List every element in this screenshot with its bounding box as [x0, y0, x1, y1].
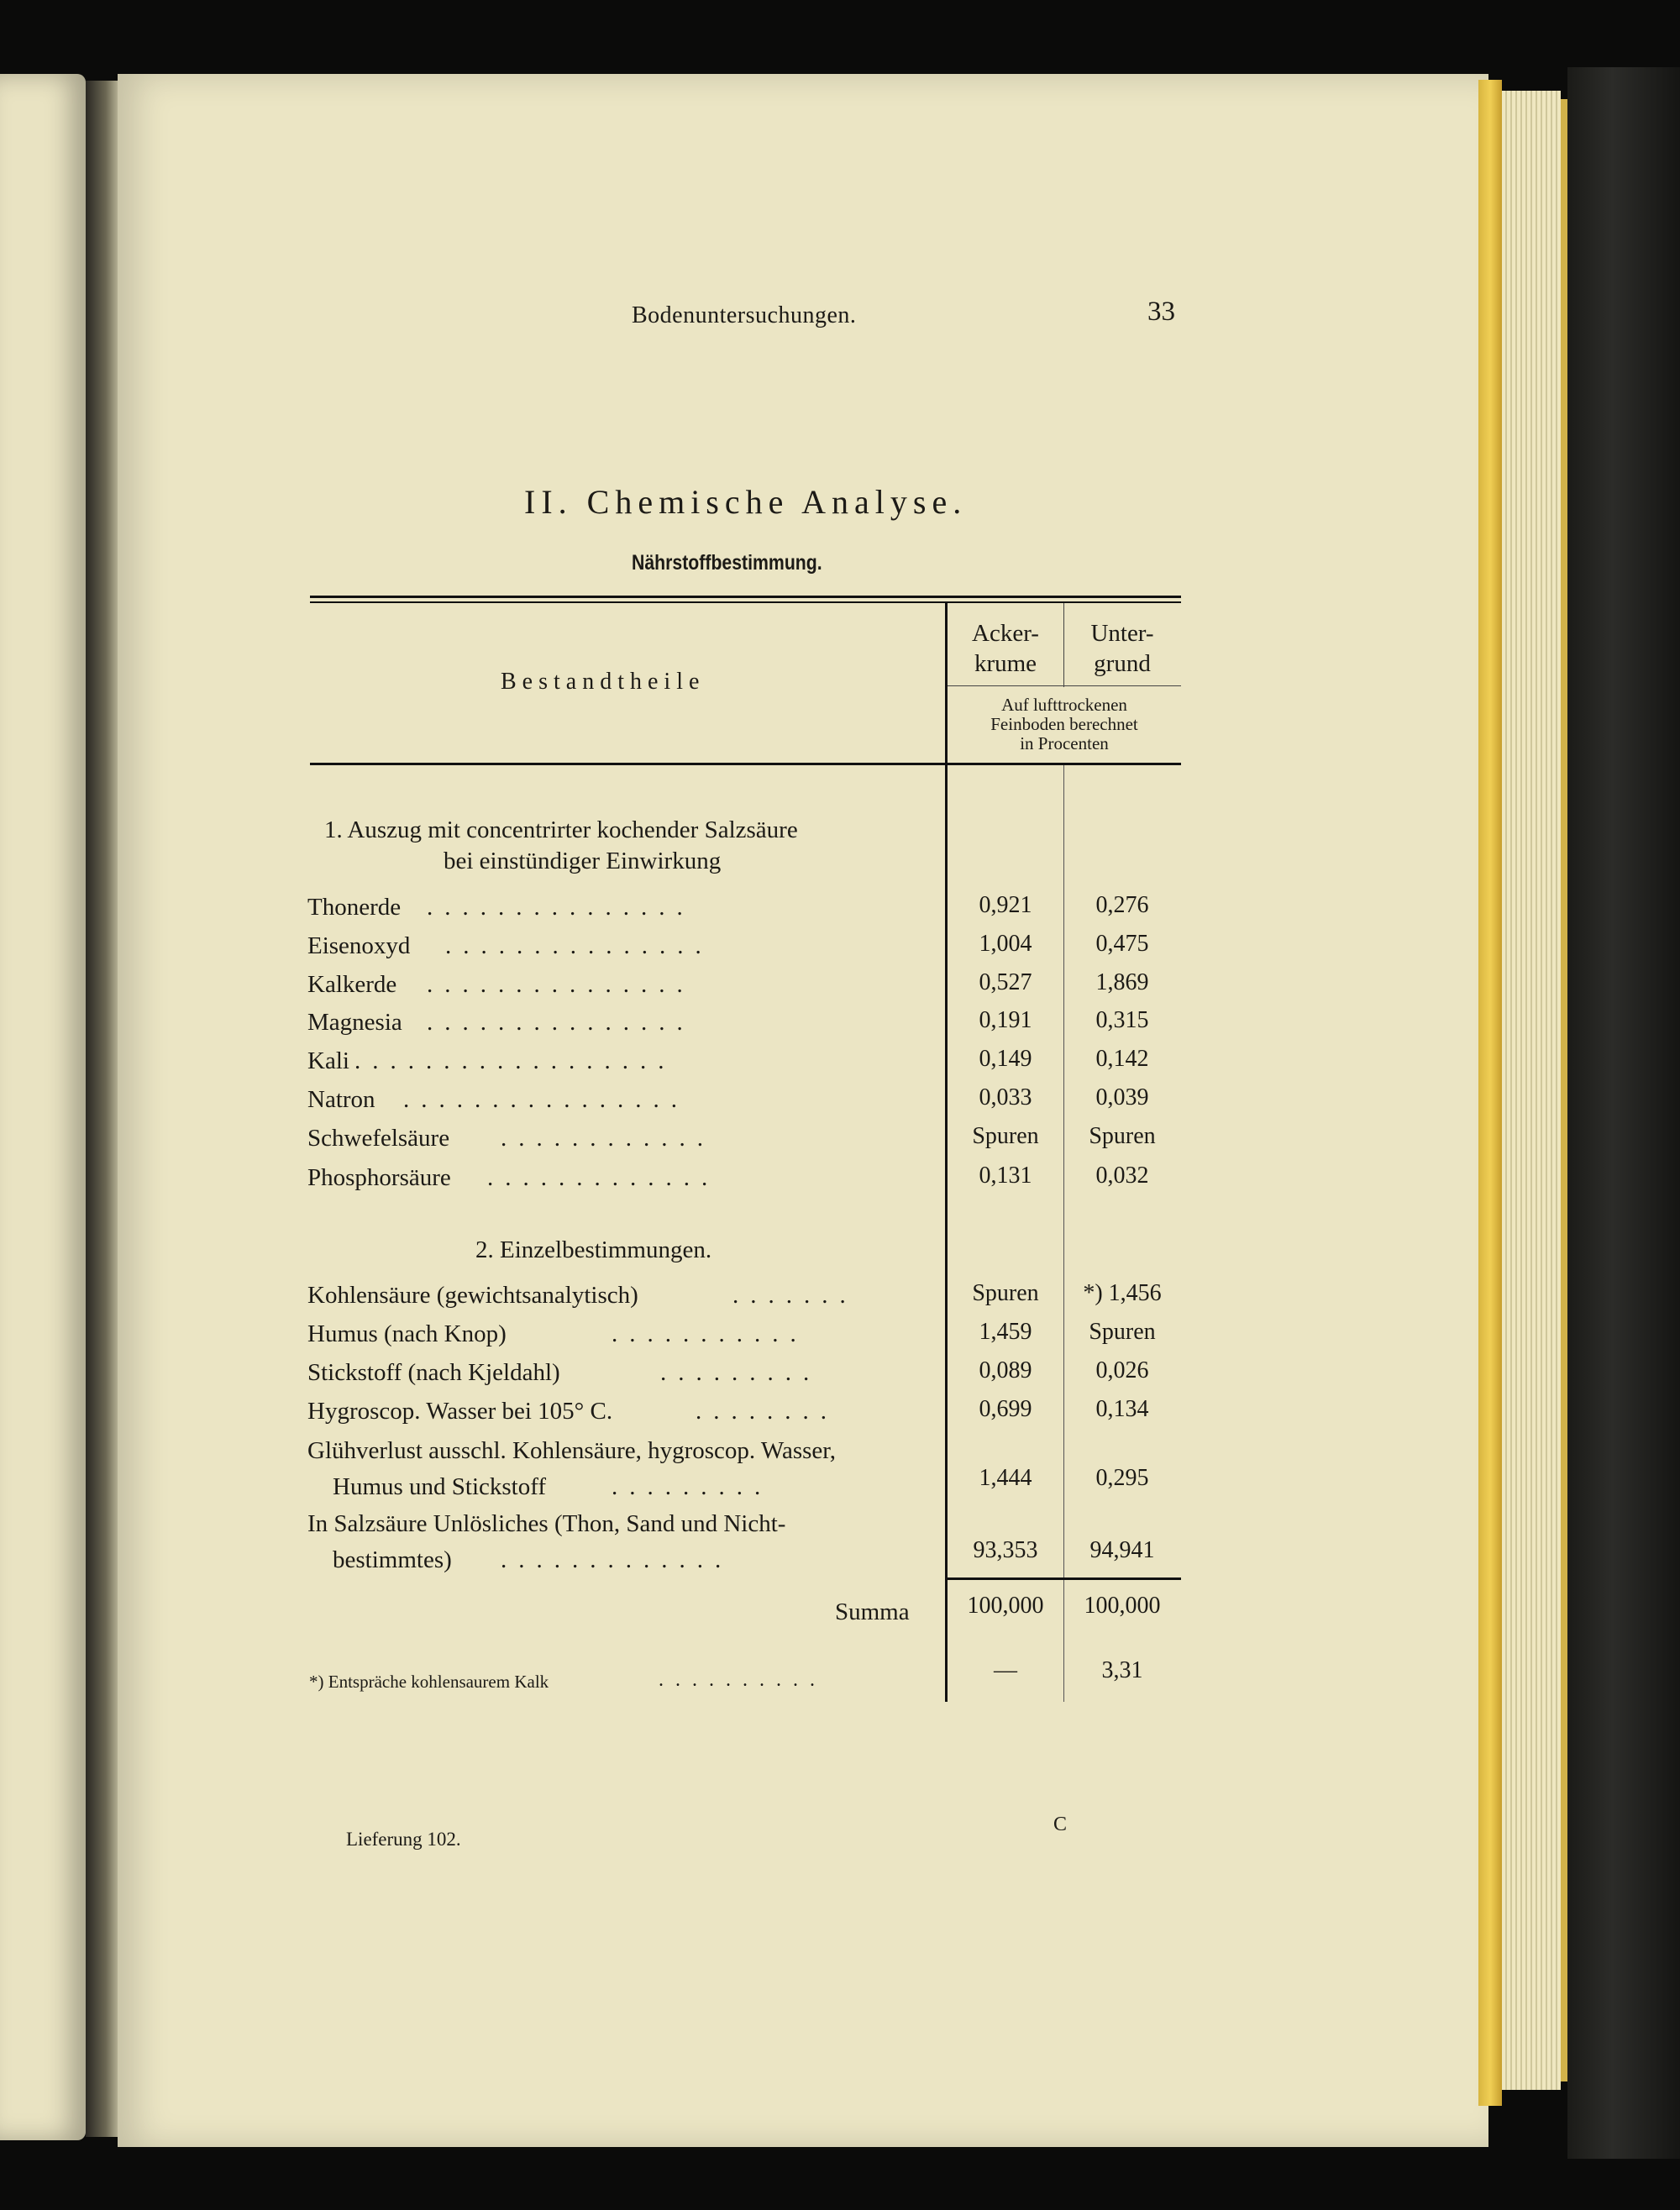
leader-dots: .........: [660, 1359, 822, 1386]
row-value-untergrund: 0,032: [1095, 1163, 1149, 1189]
section2-title: 2. Einzelbestimmungen.: [475, 1236, 712, 1263]
leader-dots: .........: [612, 1473, 773, 1500]
section-title: II. Chemische Analyse.: [524, 483, 968, 521]
header-bottom-rule: [310, 763, 1181, 765]
row-value-ackerkrume: 0,089: [979, 1357, 1032, 1383]
leader-dots: ........: [696, 1398, 838, 1425]
header-bestandtheile: Bestandtheile: [501, 669, 706, 695]
header-basis-line2: Feinboden berechnet: [990, 714, 1138, 734]
page-stack: [1502, 91, 1561, 2090]
leader-dots: ............: [501, 1125, 715, 1152]
leader-dots: ..........: [659, 1669, 827, 1691]
leader-dots: ...............: [427, 894, 695, 921]
footnote-ackerkrume: —: [994, 1657, 1017, 1683]
row-gluehverlust-line1: Glühverlust ausschl. Kohlensäure, hygroscop. Wasser,: [307, 1437, 837, 1464]
row-gluehverlust-line2: Humus und Stickstoff: [333, 1473, 547, 1500]
leader-dots: ...........: [612, 1320, 808, 1347]
row-value-ackerkrume: 0,527: [979, 969, 1032, 995]
header-untergrund-line2: grund: [1094, 650, 1151, 677]
leader-dots: ...............: [427, 971, 695, 998]
summa-label: Summa: [835, 1598, 910, 1625]
summa-untergrund: 100,000: [1084, 1593, 1161, 1619]
footnote-text: *) Entspräche kohlensaurem Kalk: [309, 1672, 549, 1692]
row-unloesliches-line1: In Salzsäure Unlösliches (Thon, Sand und Nicht-: [307, 1510, 786, 1537]
leader-dots: ..................: [354, 1047, 676, 1074]
table-top-rule-1: [310, 596, 1181, 598]
row-value-ackerkrume: Spuren: [972, 1280, 1039, 1306]
row-value-untergrund: 0,315: [1095, 1007, 1149, 1033]
page-number: 33: [1147, 297, 1175, 327]
row-value-ackerkrume: 1,004: [979, 931, 1032, 957]
row-value-ackerkrume: 0,921: [979, 892, 1032, 918]
running-head: Bodenuntersuchungen.: [632, 302, 857, 328]
row-value-untergrund: 0,142: [1095, 1046, 1149, 1072]
row-name: Humus (nach Knop): [307, 1320, 507, 1347]
row-gluehverlust-untergrund: 0,295: [1095, 1465, 1149, 1491]
row-name: Thonerde: [307, 894, 402, 921]
row-name: Stickstoff (nach Kjeldahl): [307, 1359, 560, 1386]
header-subdivider: [948, 685, 1181, 686]
leader-dots: ...............: [427, 1009, 695, 1036]
table-top-rule-2: [310, 601, 1181, 603]
row-value-untergrund: 0,026: [1095, 1357, 1149, 1383]
row-name: Magnesia: [307, 1009, 402, 1036]
row-value-ackerkrume: 0,191: [979, 1007, 1032, 1033]
leader-dots: .............: [501, 1546, 733, 1573]
leader-dots: .............: [487, 1164, 720, 1191]
row-value-untergrund: 0,475: [1095, 931, 1149, 957]
header-untergrund-line1: Unter-: [1090, 620, 1154, 647]
subtitle: Nährstoffbestimmung.: [632, 551, 822, 575]
row-value-untergrund: 0,276: [1095, 892, 1149, 918]
row-value-ackerkrume: 0,149: [979, 1046, 1032, 1072]
header-ackerkrume-line1: Acker-: [972, 620, 1039, 647]
page-stack-edge: [1561, 99, 1567, 2081]
row-value-ackerkrume: 0,033: [979, 1084, 1032, 1110]
row-name: Eisenoxyd: [307, 932, 411, 959]
row-unloesliches-untergrund: 94,941: [1089, 1537, 1155, 1563]
footnote-untergrund: 3,31: [1101, 1657, 1143, 1683]
row-name: Natron: [307, 1086, 375, 1113]
row-value-untergrund: *) 1,456: [1083, 1280, 1162, 1306]
leader-dots: ...............: [445, 932, 713, 959]
column-divider-main: [945, 603, 948, 1702]
left-page-edge: [0, 74, 86, 2140]
row-name: Phosphorsäure: [307, 1164, 451, 1191]
row-name: Kali: [307, 1047, 349, 1074]
summa-rule: [948, 1577, 1181, 1580]
summa-ackerkrume: 100,000: [967, 1593, 1044, 1619]
row-gluehverlust-ackerkrume: 1,444: [979, 1465, 1032, 1491]
section1-title-line2: bei einstündiger Einwirkung: [444, 848, 722, 874]
section1-title-line1: 1. Auszug mit concentrirter kochender Salzsäure: [324, 816, 798, 843]
header-basis-line1: Auf lufttrockenen: [1001, 695, 1127, 715]
row-unloesliches-line2: bestimmtes): [333, 1546, 452, 1573]
row-unloesliches-ackerkrume: 93,353: [973, 1537, 1038, 1563]
row-value-untergrund: 0,039: [1095, 1084, 1149, 1110]
header-basis-line3: in Procenten: [1020, 733, 1109, 753]
row-value-ackerkrume: 0,699: [979, 1396, 1032, 1422]
row-name: Kalkerde: [307, 971, 397, 998]
row-value-ackerkrume: 0,131: [979, 1163, 1032, 1189]
row-value-untergrund: 1,869: [1095, 969, 1149, 995]
row-value-untergrund: 0,134: [1095, 1396, 1149, 1422]
row-value-untergrund: Spuren: [1089, 1123, 1156, 1149]
row-value-untergrund: Spuren: [1089, 1319, 1156, 1345]
row-name: Hygroscop. Wasser bei 105° C.: [307, 1398, 613, 1425]
signature-mark: C: [1053, 1814, 1068, 1835]
row-value-ackerkrume: 1,459: [979, 1319, 1032, 1345]
book-cover: [1567, 67, 1680, 2159]
signature-line: Lieferung 102.: [346, 1829, 461, 1850]
book-gutter: [86, 81, 119, 2137]
header-ackerkrume-line2: krume: [974, 650, 1037, 677]
row-name: Schwefelsäure: [307, 1125, 450, 1152]
leader-dots: ................: [403, 1086, 689, 1113]
page-gilt-edge: [1478, 80, 1502, 2106]
row-value-ackerkrume: Spuren: [972, 1123, 1039, 1149]
row-name: Kohlensäure (gewichtsanalytisch): [307, 1282, 638, 1309]
leader-dots: .......: [732, 1282, 858, 1309]
